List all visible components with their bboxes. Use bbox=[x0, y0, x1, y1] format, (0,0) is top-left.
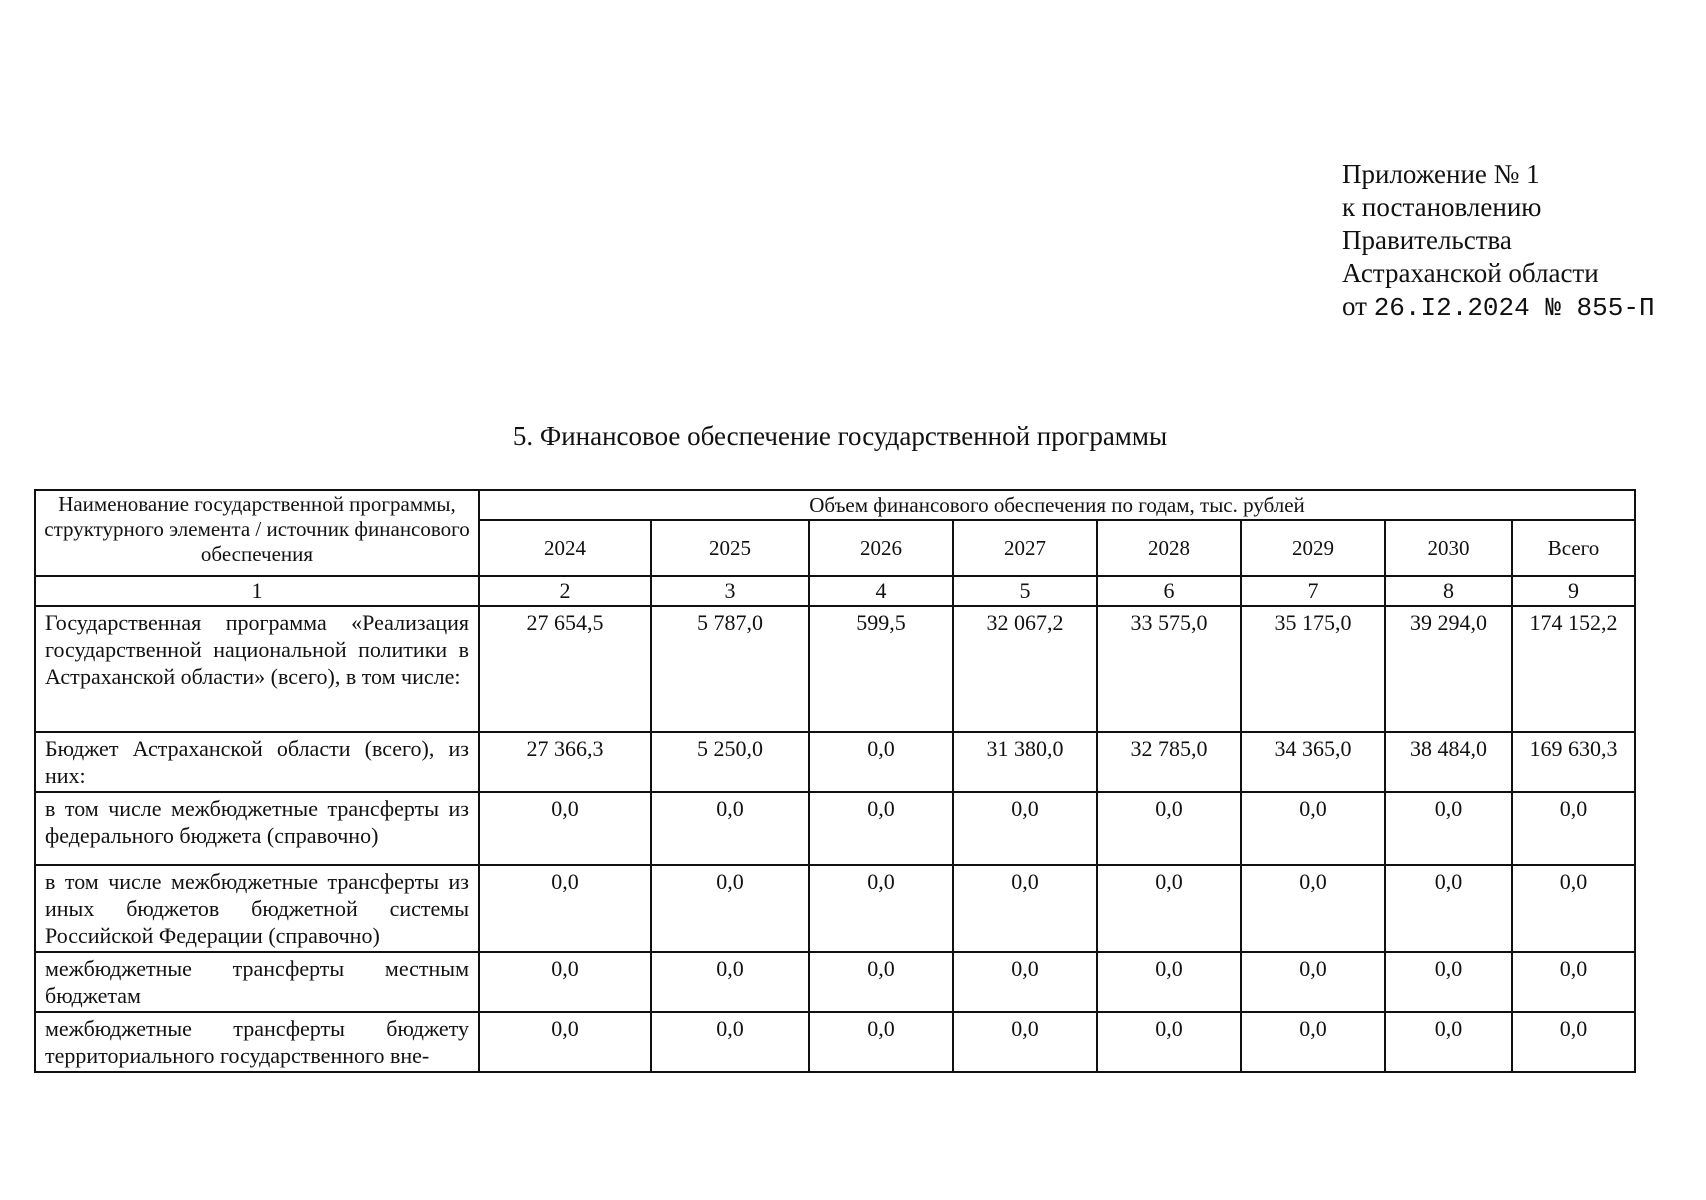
year-header: 2025 bbox=[651, 520, 809, 576]
table-row bbox=[35, 792, 1635, 865]
table-row bbox=[35, 1012, 1635, 1072]
year-header: 2027 bbox=[953, 520, 1097, 576]
value-cell: 0,0 bbox=[1097, 792, 1241, 865]
value-cell: 0,0 bbox=[953, 865, 1097, 952]
value-cell: 0,0 bbox=[809, 792, 953, 865]
total-cell: 169 630,3 bbox=[1512, 732, 1635, 792]
column-number: 9 bbox=[1512, 576, 1635, 606]
year-header: 2028 bbox=[1097, 520, 1241, 576]
appendix-line-1: Приложение № 1 bbox=[1342, 159, 1540, 189]
year-header: 2024 bbox=[479, 520, 651, 576]
column-number: 1 bbox=[35, 576, 479, 606]
value-cell: 38 484,0 bbox=[1385, 732, 1512, 792]
total-header: Всего bbox=[1512, 520, 1635, 576]
value-cell: 35 175,0 bbox=[1241, 606, 1385, 732]
value-cell: 0,0 bbox=[1241, 865, 1385, 952]
table-row bbox=[35, 865, 1635, 952]
value-cell: 0,0 bbox=[809, 732, 953, 792]
value-cell: 39 294,0 bbox=[1385, 606, 1512, 732]
volume-header: Объем финансового обеспечения по годам, тыс. рублей bbox=[479, 490, 1635, 520]
total-cell: 0,0 bbox=[1512, 792, 1635, 865]
value-cell: 0,0 bbox=[1385, 792, 1512, 865]
row-name: в том числе межбюджетные трансферты из иных бюджетов бюджетной системы Российской Федерации (справочно) bbox=[35, 865, 479, 952]
value-cell: 32 785,0 bbox=[1097, 732, 1241, 792]
row-name: Бюджет Астраханской области (всего), из них: bbox=[35, 732, 479, 792]
value-cell: 0,0 bbox=[479, 1012, 651, 1072]
value-cell: 0,0 bbox=[1241, 792, 1385, 865]
value-cell: 0,0 bbox=[651, 865, 809, 952]
value-cell: 0,0 bbox=[953, 952, 1097, 1012]
total-cell: 174 152,2 bbox=[1512, 606, 1635, 732]
row-name: в том числе межбюджетные трансферты из федерального бюджета (справочно) bbox=[35, 792, 479, 865]
value-cell: 0,0 bbox=[809, 952, 953, 1012]
total-cell: 0,0 bbox=[1512, 952, 1635, 1012]
value-cell: 0,0 bbox=[953, 1012, 1097, 1072]
value-cell: 32 067,2 bbox=[953, 606, 1097, 732]
value-cell: 0,0 bbox=[1385, 1012, 1512, 1072]
value-cell: 34 365,0 bbox=[1241, 732, 1385, 792]
table-row bbox=[35, 952, 1635, 1012]
name-column-header: Наименование государственной программы, структурного элемента / источник финансового обеспечения bbox=[35, 490, 479, 576]
appendix-line-4: Астраханской области bbox=[1342, 258, 1599, 288]
value-cell: 27 366,3 bbox=[479, 732, 651, 792]
row-name: межбюджетные трансферты местным бюджетам bbox=[35, 952, 479, 1012]
appendix-resolution-number: 26.I2.2024 № 855-П bbox=[1373, 293, 1655, 323]
value-cell: 27 654,5 bbox=[479, 606, 651, 732]
column-number: 7 bbox=[1241, 576, 1385, 606]
row-name: Государственная программа «Реализация государственной национальной политики в Астраханской области» (всего), в том числе: bbox=[35, 606, 479, 732]
value-cell: 0,0 bbox=[651, 1012, 809, 1072]
value-cell: 5 787,0 bbox=[651, 606, 809, 732]
appendix-line-2: к постановлению bbox=[1342, 192, 1542, 222]
value-cell: 0,0 bbox=[809, 865, 953, 952]
column-number: 8 bbox=[1385, 576, 1512, 606]
value-cell: 0,0 bbox=[651, 952, 809, 1012]
column-number: 2 bbox=[479, 576, 651, 606]
row-name: межбюджетные трансферты бюджету территориального государственного вне- bbox=[35, 1012, 479, 1072]
value-cell: 0,0 bbox=[651, 792, 809, 865]
total-cell: 0,0 bbox=[1512, 865, 1635, 952]
table-row bbox=[35, 732, 1635, 792]
financing-table bbox=[34, 489, 1636, 1073]
value-cell: 0,0 bbox=[1097, 1012, 1241, 1072]
value-cell: 0,0 bbox=[479, 952, 651, 1012]
year-header: 2030 bbox=[1385, 520, 1512, 576]
value-cell: 0,0 bbox=[479, 865, 651, 952]
table-row bbox=[35, 606, 1635, 732]
value-cell: 0,0 bbox=[1385, 952, 1512, 1012]
value-cell: 0,0 bbox=[1385, 865, 1512, 952]
appendix-line-3: Правительства bbox=[1342, 225, 1512, 255]
document-title: 5. Финансовое обеспечение государственной программы bbox=[512, 421, 1168, 451]
value-cell: 0,0 bbox=[809, 1012, 953, 1072]
column-number: 6 bbox=[1097, 576, 1241, 606]
value-cell: 0,0 bbox=[1241, 952, 1385, 1012]
header-row-1 bbox=[35, 490, 1635, 520]
value-cell: 0,0 bbox=[1097, 952, 1241, 1012]
value-cell: 0,0 bbox=[1241, 1012, 1385, 1072]
value-cell: 31 380,0 bbox=[953, 732, 1097, 792]
value-cell: 599,5 bbox=[809, 606, 953, 732]
value-cell: 33 575,0 bbox=[1097, 606, 1241, 732]
column-number: 4 bbox=[809, 576, 953, 606]
appendix-date-prefix: от bbox=[1342, 291, 1367, 321]
column-number: 5 bbox=[953, 576, 1097, 606]
column-number-row bbox=[35, 576, 1635, 606]
year-header: 2026 bbox=[809, 520, 953, 576]
appendix-block bbox=[1342, 158, 1655, 325]
value-cell: 0,0 bbox=[1097, 865, 1241, 952]
appendix-line-5 bbox=[1342, 290, 1655, 325]
total-cell: 0,0 bbox=[1512, 1012, 1635, 1072]
value-cell: 0,0 bbox=[953, 792, 1097, 865]
value-cell: 0,0 bbox=[479, 792, 651, 865]
value-cell: 5 250,0 bbox=[651, 732, 809, 792]
year-header: 2029 bbox=[1241, 520, 1385, 576]
column-number: 3 bbox=[651, 576, 809, 606]
